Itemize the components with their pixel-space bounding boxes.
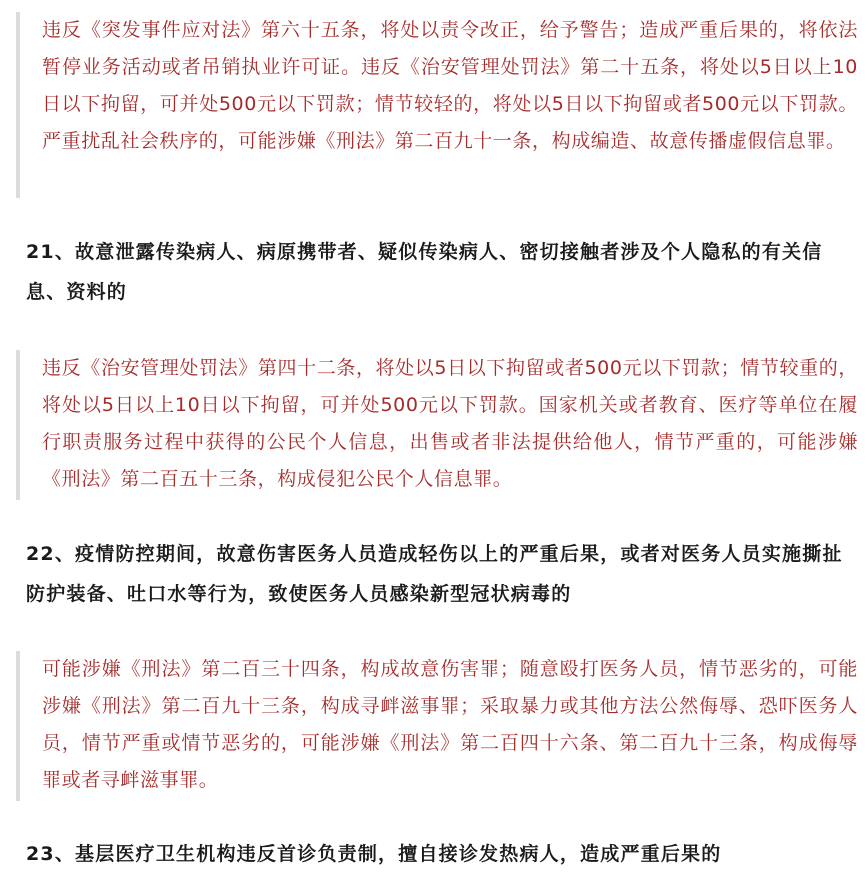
penalty-quote-block <box>16 12 858 198</box>
section-heading: 23、基层医疗卫生机构违反首诊负责制，擅自接诊发热病人，造成严重后果的 <box>26 843 722 865</box>
penalty-text: 违反《治安管理处罚法》第四十二条，将处以5日以下拘留或者500元以下罚款；情节较重的，将处以5日以上10日以下拘留，可并处500元以下罚款。国家机关或者教育、医疗等单位在履行职责服务过程中获得的公民个人信息，出售或者非法提供给他人，情节严重的，可能涉嫌《刑法》第二百五十三条，构成侵犯公民个人信息罪。 <box>42 357 858 490</box>
penalty-quote-block <box>16 350 858 500</box>
section-heading: 22、疫情防控期间，故意伤害医务人员造成轻伤以上的严重后果，或者对医务人员实施撕扯防护装备、吐口水等行为，致使医务人员感染新型冠状病毒的 <box>26 543 843 605</box>
section-heading: 21、故意泄露传染病人、病原携带者、疑似传染病人、密切接触者涉及个人隐私的有关信息、资料的 <box>26 241 823 303</box>
penalty-text: 违反《突发事件应对法》第六十五条，将处以责令改正，给予警告；造成严重后果的，将依法暂停业务活动或者吊销执业许可证。违反《治安管理处罚法》第二十五条，将处以5日以上10日以下拘留，可并处500元以下罚款；情节较轻的，将处以5日以下拘留或者500元以下罚款。严重扰乱社会秩序的，可能涉嫌《刑法》第二百九十一条，构成编造、故意传播虚假信息罪。 <box>42 19 858 152</box>
penalty-quote-block <box>16 651 858 801</box>
penalty-text: 可能涉嫌《刑法》第二百三十四条，构成故意伤害罪；随意殴打医务人员，情节恶劣的，可能涉嫌《刑法》第二百九十三条，构成寻衅滋事罪；采取暴力或其他方法公然侮辱、恐吓医务人员，情节严重或情节恶劣的，可能涉嫌《刑法》第二百四十六条、第二百九十三条，构成侮辱罪或者寻衅滋事罪。 <box>42 658 858 791</box>
